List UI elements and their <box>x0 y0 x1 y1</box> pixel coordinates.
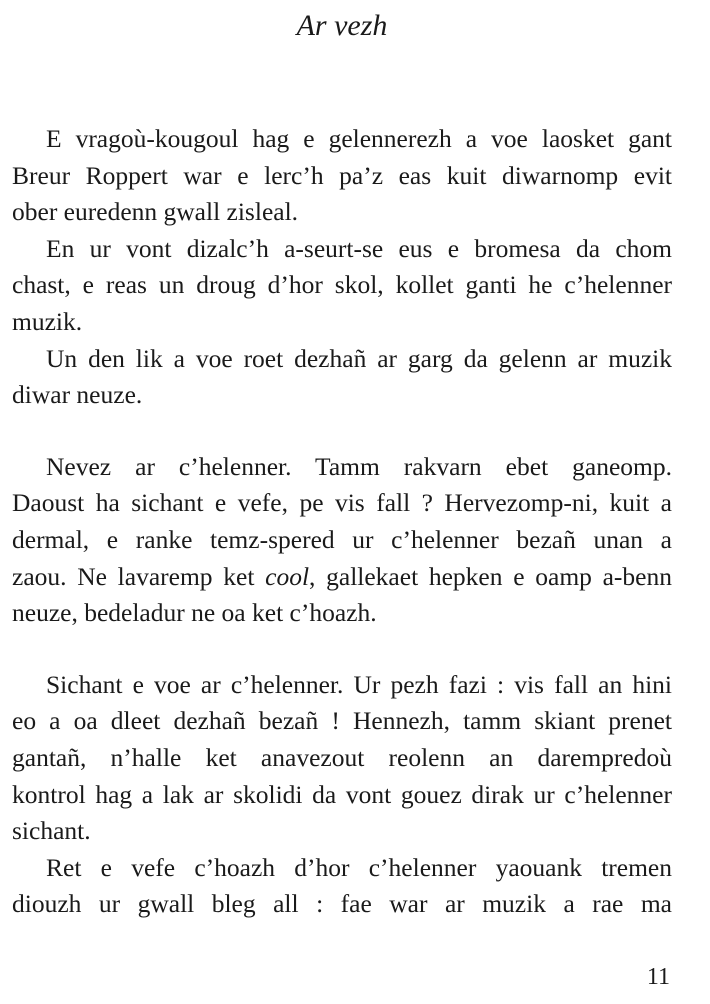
paragraph <box>12 121 672 231</box>
text-line: En ur vont dizalc’h a-seurt-se eus e bromesa da chom <box>46 233 672 263</box>
text-line: Daoust ha sichant e vefe, pe vis fall ? Hervezomp-ni, kuit a <box>12 488 672 518</box>
paragraph <box>12 341 672 414</box>
italic-word: cool <box>265 561 310 591</box>
text-line: neuze, bedeladur ne oa ket c’hoazh. <box>12 598 377 628</box>
section-break <box>12 414 672 449</box>
text-fragment: , gallekaet hepken e oamp a-benn <box>309 561 672 591</box>
text-line: diouzh ur gwall bleg all : fae war ar muzik a rae ma <box>12 889 672 919</box>
text-line: Nevez ar c’helenner. Tamm rakvarn ebet ganeomp. <box>46 451 672 481</box>
text-line: Un den lik a voe roet dezhañ ar garg da gelenn ar muzik <box>46 343 672 373</box>
text-line: Ret e vefe c’hoazh d’hor c’helenner yaouank tremen <box>46 852 672 882</box>
text-line: eo a oa dleet dezhañ bezañ ! Hennezh, tamm skiant prenet <box>12 706 672 736</box>
text-line: Breur Roppert war e lerc’h pa’z eas kuit diwarnomp evit <box>12 160 672 190</box>
text-section-3 <box>12 667 672 923</box>
text-fragment: zaou. Ne lavaremp ket <box>12 561 266 591</box>
paragraph <box>12 449 672 632</box>
text-line: ober euredenn gwall zisleal. <box>12 197 299 227</box>
text-line: Sichant e voe ar c’helenner. Ur pezh fazi : vis fall an hini <box>46 669 672 699</box>
text-line: E vragoù-kougoul hag e gelennerezh a voe laosket gant <box>46 124 672 153</box>
section-break <box>12 632 672 667</box>
text-line: chast, e reas un droug d’hor skol, kollet ganti he c’helenner <box>12 270 672 300</box>
text-line: muzik. <box>12 306 83 336</box>
page-number: 11 <box>646 964 670 990</box>
running-head <box>0 6 684 46</box>
text-section-1 <box>12 121 672 414</box>
text-line: dermal, e ranke temz-spered ur c’helenner bezañ unan a <box>12 524 672 554</box>
text-section-2 <box>12 449 672 632</box>
text-line: gantañ, n’halle ket anavezout reolenn an darempredoù <box>12 742 672 772</box>
text-line: sichant. <box>12 816 91 846</box>
text-line-with-italic <box>12 559 672 596</box>
paragraph <box>12 667 672 850</box>
paragraph <box>12 231 672 341</box>
text-line: diwar neuze. <box>12 380 143 410</box>
body-text <box>12 121 672 923</box>
text-line: kontrol hag a lak ar skolidi da vont gouez dirak ur c’helenner <box>12 779 672 809</box>
paragraph <box>12 850 672 923</box>
running-head-title: Ar vezh <box>296 9 388 42</box>
